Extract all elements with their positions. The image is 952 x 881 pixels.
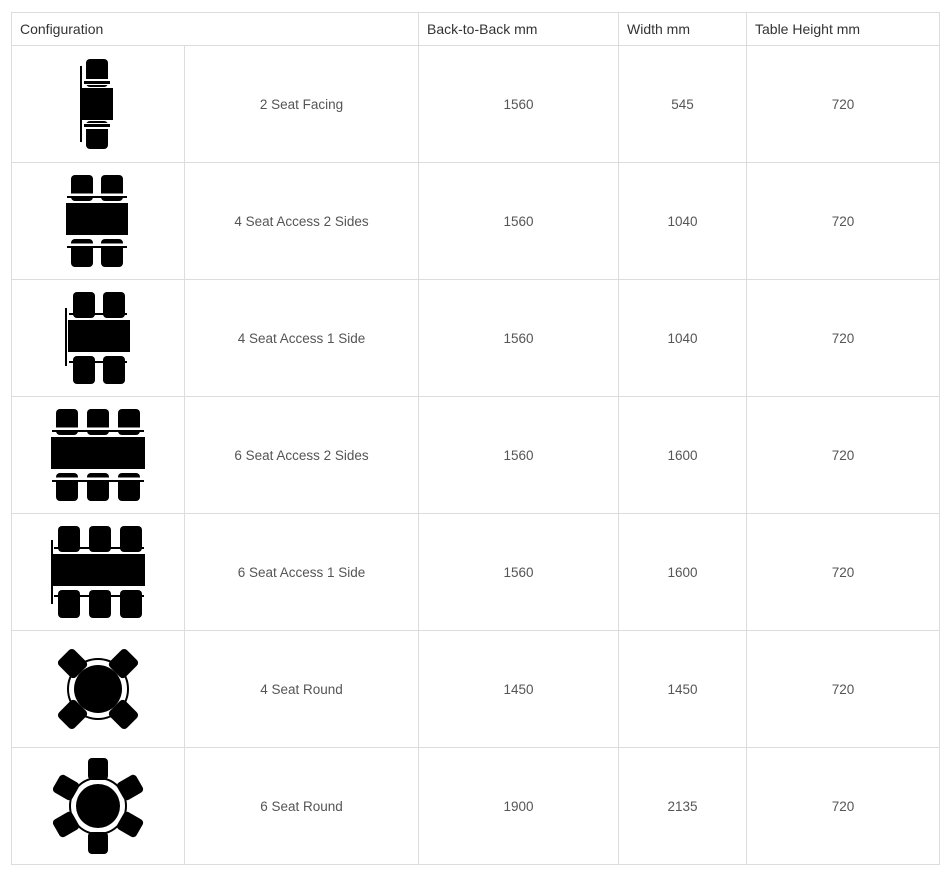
config-icon-cell — [12, 280, 185, 397]
table-row — [12, 631, 940, 748]
width-value: 545 — [619, 46, 747, 163]
back-to-back-value: 1560 — [419, 514, 619, 631]
four-seat-one-side-icon — [63, 288, 133, 388]
four-seat-two-sides-icon — [63, 171, 133, 271]
config-icon-cell — [12, 397, 185, 514]
config-label: 6 Seat Access 1 Side — [185, 514, 419, 631]
six-seat-one-side-icon — [50, 522, 146, 622]
config-icon-cell — [12, 46, 185, 163]
back-to-back-value: 1560 — [419, 280, 619, 397]
table-row — [12, 748, 940, 865]
table-height-value: 720 — [747, 631, 940, 748]
width-value: 1600 — [619, 397, 747, 514]
config-label: 6 Seat Access 2 Sides — [185, 397, 419, 514]
width-value: 2135 — [619, 748, 747, 865]
width-value: 1600 — [619, 514, 747, 631]
config-label: 4 Seat Access 1 Side — [185, 280, 419, 397]
config-label: 4 Seat Round — [185, 631, 419, 748]
table-row — [12, 514, 940, 631]
config-icon-cell — [12, 163, 185, 280]
table-height-value: 720 — [747, 46, 940, 163]
table-row — [12, 46, 940, 163]
header-configuration: Configuration — [12, 13, 419, 46]
table-height-value: 720 — [747, 397, 940, 514]
six-seat-two-sides-icon — [50, 405, 146, 505]
two-seat-facing-icon — [68, 54, 128, 154]
back-to-back-value: 1560 — [419, 163, 619, 280]
width-value: 1040 — [619, 280, 747, 397]
back-to-back-value: 1900 — [419, 748, 619, 865]
config-label: 6 Seat Round — [185, 748, 419, 865]
table-height-value: 720 — [747, 748, 940, 865]
config-icon-cell — [12, 631, 185, 748]
config-icon-cell — [12, 514, 185, 631]
table-height-value: 720 — [747, 280, 940, 397]
table-height-value: 720 — [747, 514, 940, 631]
header-table-height: Table Height mm — [747, 13, 940, 46]
table-row — [12, 163, 940, 280]
width-value: 1040 — [619, 163, 747, 280]
six-seat-round-icon — [50, 756, 146, 856]
configuration-table — [11, 12, 940, 865]
back-to-back-value: 1560 — [419, 397, 619, 514]
back-to-back-value: 1560 — [419, 46, 619, 163]
header-back-to-back: Back-to-Back mm — [419, 13, 619, 46]
table-row — [12, 280, 940, 397]
four-seat-round-icon — [53, 639, 143, 739]
config-icon-cell — [12, 748, 185, 865]
config-label: 2 Seat Facing — [185, 46, 419, 163]
config-label: 4 Seat Access 2 Sides — [185, 163, 419, 280]
table-row — [12, 397, 940, 514]
header-width: Width mm — [619, 13, 747, 46]
header-row — [12, 13, 940, 46]
width-value: 1450 — [619, 631, 747, 748]
back-to-back-value: 1450 — [419, 631, 619, 748]
table-height-value: 720 — [747, 163, 940, 280]
